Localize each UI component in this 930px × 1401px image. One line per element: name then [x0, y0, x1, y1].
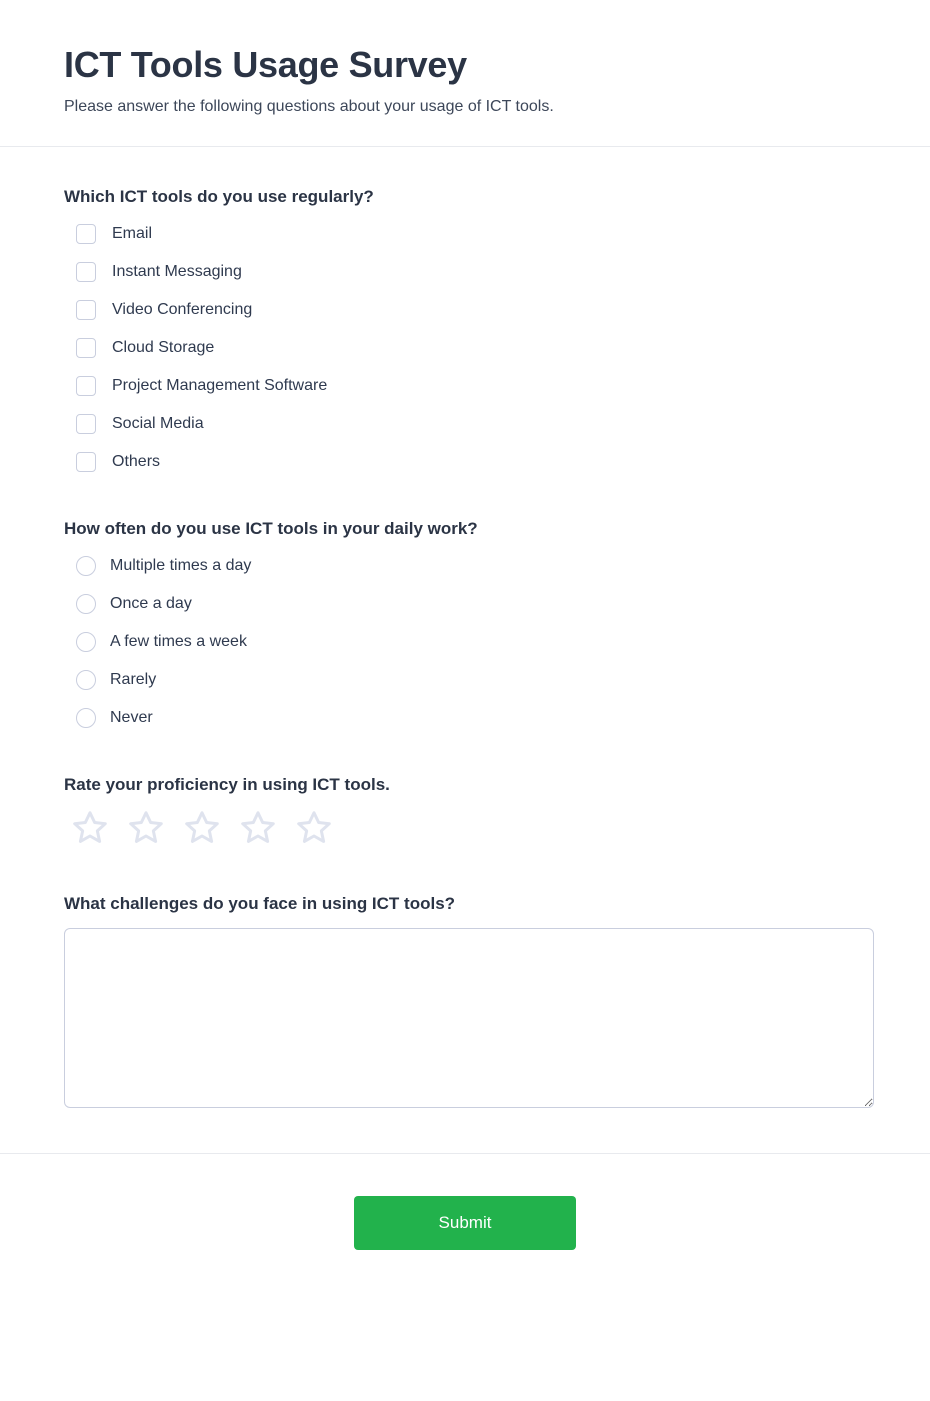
- radio-icon[interactable]: [76, 556, 96, 576]
- page-title: ICT Tools Usage Survey: [64, 44, 467, 85]
- challenges-textarea[interactable]: [64, 928, 874, 1108]
- question-tools: [64, 187, 866, 475]
- question-tools-label: Which ICT tools do you use regularly?: [64, 187, 374, 207]
- option-label: Never: [110, 709, 153, 727]
- checkbox-icon[interactable]: [76, 300, 96, 320]
- checkbox-option-project-management-software[interactable]: [64, 373, 866, 399]
- form-header: [0, 0, 930, 147]
- form-footer: [0, 1153, 930, 1298]
- checkbox-option-video-conferencing[interactable]: [64, 297, 866, 323]
- checkbox-icon[interactable]: [76, 414, 96, 434]
- option-label: Once a day: [110, 595, 192, 613]
- star-icon[interactable]: [184, 809, 220, 850]
- option-label: Social Media: [112, 415, 204, 433]
- star-icon[interactable]: [128, 809, 164, 850]
- checkbox-icon[interactable]: [76, 262, 96, 282]
- form-body: [0, 147, 930, 1153]
- checkbox-option-others[interactable]: [64, 449, 866, 475]
- option-label: Email: [112, 225, 153, 243]
- radio-icon[interactable]: [76, 632, 96, 652]
- radio-option-multiple-times-a-day[interactable]: [64, 553, 866, 579]
- checkbox-icon[interactable]: [76, 338, 96, 358]
- question-frequency-label: How often do you use ICT tools in your daily work?: [64, 519, 478, 539]
- question-challenges-label: What challenges do you face in using ICT tools?: [64, 894, 456, 914]
- option-label: Project Management Software: [112, 377, 328, 395]
- star-icon[interactable]: [296, 809, 332, 850]
- checkbox-option-social-media[interactable]: [64, 411, 866, 437]
- option-label: Cloud Storage: [112, 339, 215, 357]
- radio-icon[interactable]: [76, 670, 96, 690]
- question-challenges: [64, 894, 866, 1113]
- checkbox-option-instant-messaging[interactable]: [64, 259, 866, 285]
- page-subtitle: Please answer the following questions about your usage of ICT tools.: [64, 98, 554, 115]
- radio-option-never[interactable]: [64, 705, 866, 731]
- option-label: A few times a week: [110, 633, 247, 651]
- checkbox-icon[interactable]: [76, 452, 96, 472]
- option-label: Instant Messaging: [112, 263, 242, 281]
- option-label: Video Conferencing: [112, 301, 253, 319]
- radio-icon[interactable]: [76, 594, 96, 614]
- frequency-option-list: [64, 553, 866, 731]
- option-label: Rarely: [110, 671, 157, 689]
- star-icon[interactable]: [72, 809, 108, 850]
- checkbox-icon[interactable]: [76, 224, 96, 244]
- checkbox-option-cloud-storage[interactable]: [64, 335, 866, 361]
- radio-option-rarely[interactable]: [64, 667, 866, 693]
- checkbox-icon[interactable]: [76, 376, 96, 396]
- checkbox-option-email[interactable]: [64, 221, 866, 247]
- star-icon[interactable]: [240, 809, 276, 850]
- radio-option-once-a-day[interactable]: [64, 591, 866, 617]
- submit-button[interactable]: Submit: [354, 1196, 576, 1250]
- question-frequency: [64, 519, 866, 731]
- question-proficiency-label: Rate your proficiency in using ICT tools.: [64, 775, 390, 795]
- radio-option-a-few-times-a-week[interactable]: [64, 629, 866, 655]
- star-rating[interactable]: [72, 809, 866, 850]
- challenges-input-wrapper: [64, 928, 866, 1113]
- question-proficiency: [64, 775, 866, 850]
- option-label: Others: [112, 453, 161, 471]
- radio-icon[interactable]: [76, 708, 96, 728]
- option-label: Multiple times a day: [110, 557, 252, 575]
- tools-option-list: [64, 221, 866, 475]
